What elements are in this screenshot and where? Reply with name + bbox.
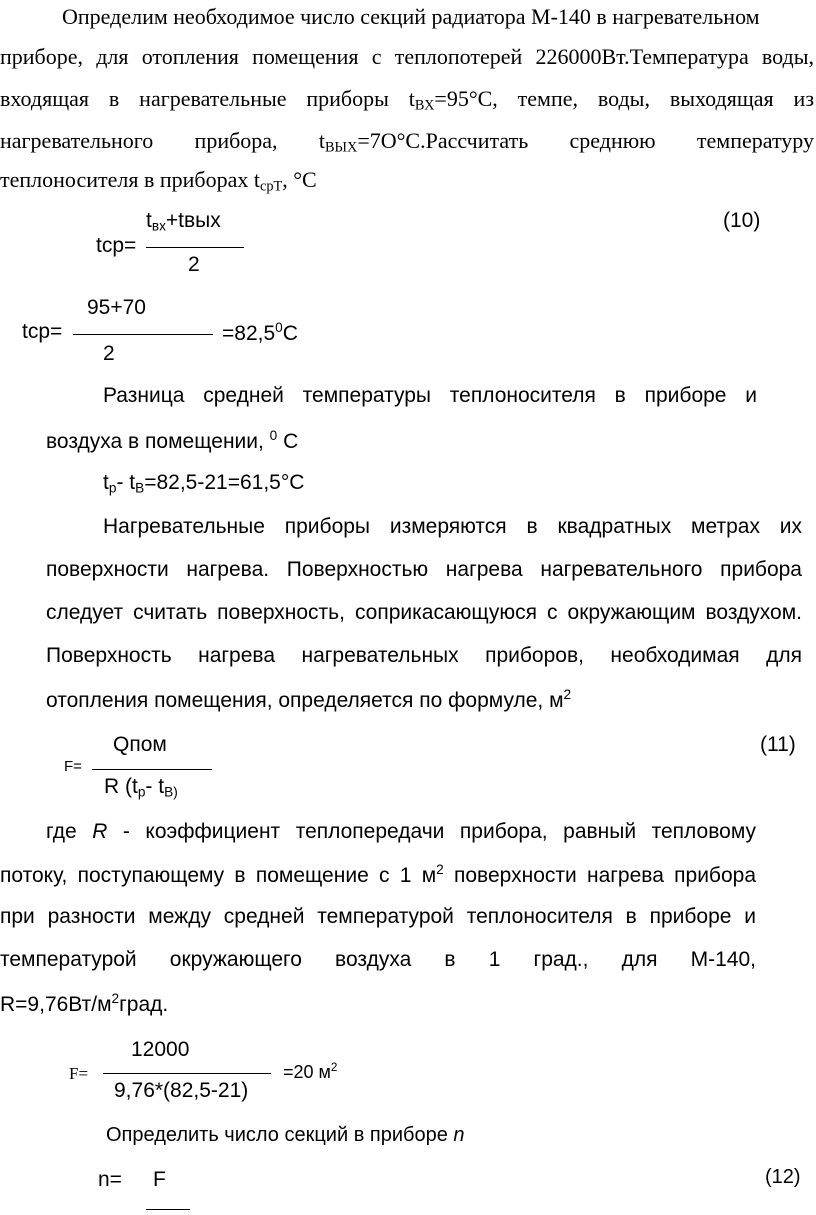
formula-11-denominator: R ($t_р-$ $t_{В)}$: [104, 775, 178, 800]
formula-11-fraction-bar: [92, 769, 212, 770]
calc-10-numerator: 95+70: [87, 296, 146, 319]
intro-line-2: приборе, для отопления помещения с теплопотерей 226000Вт.Температура воды,: [0, 44, 814, 69]
sections-line: Определить число секций в приборе n: [106, 1124, 465, 1146]
surface-line-2: поверхности нагрева. Поверхностью нагрева нагревательного прибора: [46, 558, 802, 581]
intro-line-5: теплоносителя в приборах $t_{срТ}$, °С: [0, 167, 317, 195]
formula-11-lhs: F=: [64, 758, 82, 775]
where-line-2: потоку, поступающему в помещение с 1 $м^2$ поверхности нагрева прибора: [0, 862, 756, 888]
formula-11-numerator: Qпом: [113, 733, 167, 756]
where-line-1: где R - коэффициент теплопередачи прибора, равный тепловому: [46, 820, 756, 843]
calc-11-result: =20 $м^2$: [283, 1061, 338, 1083]
surface-line-3: следует считать поверхность, соприкасающуюся с окружающим воздухом.: [46, 601, 802, 624]
formula-10-lhs: tср=: [96, 234, 137, 257]
formula-11-number: (11): [760, 733, 796, 756]
calc-10-result: $=82,5^0С$: [222, 320, 298, 346]
calc-11-fraction-bar: [103, 1073, 271, 1074]
calc-10-denominator: 2: [103, 342, 115, 365]
formula-10-fraction-bar: [146, 247, 244, 248]
formula-12-fraction-bar: [146, 1209, 190, 1210]
calc-11-numerator: 12000: [131, 1038, 190, 1061]
surface-line-5: отопления помещения, определяется по формуле, $м^2$: [46, 687, 572, 713]
diff-equation: $t_р-$ $t_В=82,5-21=61,5^\circ С$: [103, 471, 305, 496]
calc-10-lhs: tср=: [22, 320, 63, 343]
formula-10-denominator: 2: [188, 253, 200, 276]
calc-11-denominator: 9,76*(82,5-21): [114, 1079, 249, 1102]
intro-line-3: входящая в нагревательные приборы $t_{ВХ}=95^\circ С$, темпе, воды, выходящая из: [0, 86, 815, 114]
formula-12-number: (12): [765, 1166, 801, 1188]
intro-line-4: нагревательного прибора, $t_{ВЫХ}=7О^\circ С.Рассчитать$ среднюю температуру: [0, 128, 814, 156]
surface-line-4: Поверхность нагрева нагревательных приборов, необходимая для: [46, 644, 802, 667]
formula-10-numerator: $t_{вх}+tвых$: [146, 209, 221, 234]
where-line-4: температурой окружающего воздуха в 1 град., для М-140,: [0, 948, 756, 971]
diff-line-2: воздуха в помещении, $^0$ С: [46, 428, 299, 454]
calc-11-lhs: F=: [69, 1064, 89, 1083]
intro-line-1: Определим необходимое число секций радиатора М-140 в нагревательном: [62, 4, 760, 29]
where-line-3: при разности между средней температурой теплоносителя в приборе и: [0, 905, 756, 928]
formula-12-lhs: n=: [98, 1168, 122, 1191]
formula-10-number: (10): [723, 209, 761, 232]
diff-line-1: Разница средней температуры теплоносителя в приборе и: [103, 384, 757, 407]
formula-12-numerator: F: [153, 1168, 166, 1191]
where-line-5: $R=9,76Вт/м^2град$.: [0, 991, 169, 1017]
surface-line-1: Нагревательные приборы измеряются в квадратных метрах их: [103, 515, 802, 538]
calc-10-fraction-bar: [73, 334, 213, 335]
